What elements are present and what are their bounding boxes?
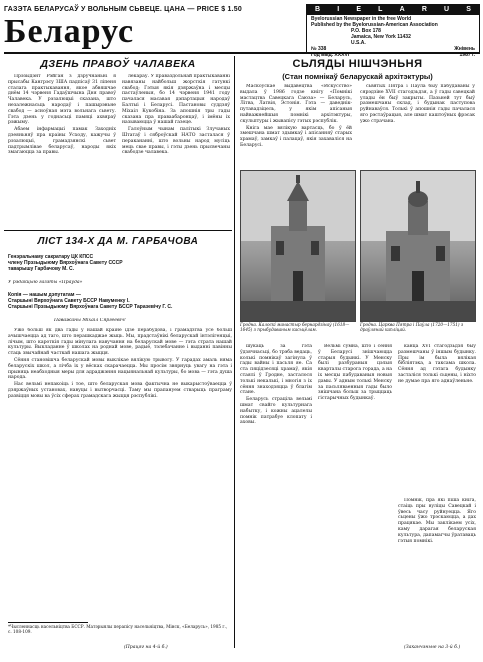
article3-column-3 [240,344,312,640]
copy-line: Старшыні Прэзыдыюму Вярхоўнага Савету БССР Таразевічу Г. С. [8,304,173,311]
masthead-tagline: ГАЗЭТА БЕЛАРУСАЎ У ВОЛЬНЫМ СЬВЕЦЕ. ЦАНА — PRICE $ 1.50 [4,6,242,13]
article1-column-2 [122,74,230,224]
issue-number: № 338 [311,46,327,52]
column-divider [234,56,235,648]
church-photo-1 [240,170,356,322]
paragraph: Ужо больш як два гады ў нашай краіне ідзе перабудова, і грамадзтва ўсё больш ачышчаецца ад таго, што перашкаджае жыць. Мы, прадстаўнікі беларускай інтэлігенцыі, лічым, што кароткія гады мінулага навучання на беларускай мове — гэта страта нашай культуры. Выкладанне ў школах на роднай мове, радыё, тэлебачанне і выданні павінны стаць звычайнай часткай нашага жыцця. [8,328,232,357]
copy-line: Копія — нашым дэпутатам — [8,292,81,298]
masthead-title: Беларус [4,13,135,50]
article1-headline: ДЗЕНЬ ПРАВОЎ ЧАЛАВЕКА [40,58,196,70]
addressee-line: таварышу Гарбачову М. С. [8,266,75,273]
footnote: *Чысленнасць насельніцтва БССР. Матэрыялы перапісу насельніцтва, Мінск, «Беларусь», 1985 г., с. 108-109. [8,624,228,635]
paragraph: Сёння становішча беларускай мовы выклікае вялікую трывогу. У гарадах амаль няма беларускіх школ, а лічба іх у вёсках скарачаецца. Мы просім звярнуць увагу на гэта і прыняць неабходныя меры для адраджэння нацыянальнай культуры, бо мова — гэта душа народа. [8,357,232,381]
desc-line-2: Published by the Byelorussian-American Association [311,22,438,28]
article3-column-4 [318,344,392,640]
letter-body [8,328,232,618]
publication-year-label: Год выд. XXXVI [311,52,350,58]
copy-line: Старшыні Вярхоўнага Савету БССР Навуменку І. [8,298,130,305]
article2-headline: ЛІСТ 134-Х ДА М. ГАРБАЧОВА [37,236,199,247]
letter-addressee [8,254,232,276]
article1-column-1 [8,74,116,224]
latin-letter: A [399,6,405,13]
paragraph: сьвятых Пятра і Паўла быў пабудаваны ў сярэдзіне ХVІІ стагодзьдзя, а ў гады савецкай улады ён быў закрыты. Пазьней тут быў размешчаны склад, і будынак паступова руйнаваўся. Толькі ў апошнія гады пачалася яго рэстаўрацыя, але шмат каштоўных фрэсак ужо страчана. [360,84,475,124]
church-illustration [241,171,355,321]
photo-caption-1: Гродна. Калоскі манастыр бернардзінаў (1618—1645) з прыбудаваным касьцёлам. [240,322,350,333]
country-line: U.S.A. [351,40,366,46]
article2-continued: (Працяг на 4-й б.) [124,645,168,650]
publisher-info [307,15,479,59]
paragraph: лекараў. У праваздольнай практыкаванні навязаны найбольш жорсткія гатункі свабод; Гэтыя якія дзяржаўна і месцы пастаўленыя, бо 14 чэрвеня 1941 году пачалася масавая дэпартацыя народаў Балтыі і Беларусі. Пастановы суддзяў Міхаіл Кукобіна. За апошнія тры гады сказана пра праваабаронцаў, і імёны іх называюцца ў нашай газеце. [122,74,230,126]
latin-letter: E [356,6,361,13]
latin-letter: I [337,6,340,13]
paragraph: Прэзыдэнт Рэйган з дзручнаньні я прысабы Кангрэсу ЗША падпісаў 31 ліпеня сталага практыкавання, якое абвяшчае днём 14 чэрвеня Гадаўшчына Дня правоў Чалавека. У рэзалюцыі сказана, што незалежнасьць народаў і пашырэньне свабод — асноўная мэта вольнага сьвету. Гэта дзень у годнасьці памяці ахвяраў рэжыму. [8,74,116,126]
photo-caption-2: Гродна. Царква Пятра і Паўла (1720—1751) з драўлянай капліцай. [360,322,464,333]
masthead-info-box [306,4,480,58]
po-box: P.O. Box 178 [351,28,381,34]
footnote-rule [8,622,88,623]
paragraph: Помнік, пра які піша кніга, стаіць пры вуліцы Савецкай і ўвесь часу руйнуецца. Яго сьцены ўжо трэскаюцца, а дах працякае. Мы заклікаем усіх, каму дарагая беларуская культура, дапамагчы ўратаваць гэтыя помнікі. [398,498,476,544]
article3-headline: СЬЛЯДЫ НІШЧЭНЬНЯ [292,58,423,70]
copy-label: У рэдакцыю газэты «Праўда» [8,280,83,285]
paragraph: шукаць за гэта ўдзячнасьці, бо трэба ведаць, колькі помнікаў загінула ў гады вайны і пасьля яе. Са ста пяцідзесяці храмаў, якія стаялі ў Гродне, засталося толькі некалькі, і многія з іх сёння знаходзяцца ў благім стане. [240,344,312,396]
article3-continued: (Заканчэньне на 3-й б.) [404,645,461,650]
issue-year: 1987 г. [459,52,475,58]
article3-subheadline: (Стан помнікаў беларускай архітэктуры) [282,72,433,81]
paragraph: Кніга мае вялікую вартасць, бо ў ёй змешчана шмат здымкаў і апісанняў старых храмаў, замкаў і палацаў, якія захаваліся на Беларусі. [240,125,352,148]
paragraph: Галоўным чынам палітыкі Злучаных Штатаў і сяброўскай НАТО засталася ў перакананні, што вольны народ мусіць мець свае правы, і гэты дзень прысвечаны свабодзе чалавека. [122,127,230,156]
paragraph: Вельмі сумна, што і сёння ў Беларусі знішчаюцца старыя будынкі. У Менску былі разбураныя цэлыя кварталы старога горада, а на іх месцы пабудаваныя новыя дамы. У адным толькі Менску за пасьляваенныя гады было знішчана больш за трыццаць гістарычных будынкаў. [318,344,392,402]
paragraph: Беларусь страціла вельмі шмат свайго культурнага набытку, і кожны ацалелы помнік патрабуе клопату і аховы. [240,397,312,426]
paragraph: канца ХVІ стагодзьдзя быў размешчаны ў іншым будынку. Пры ім была вялікая бібліятэка, а таксама школа. Сёння ад гэтага будынку засталіся толькі сьцены, і ніхто не думае пра яго аднаўленьне. [398,344,476,384]
addressee-line: члену Прэзыдыюму Вярхоўнага Савету СССР [8,260,123,267]
latin-letter: B [315,6,321,13]
article3-column-5 [398,344,476,494]
paragraph: Нас вельмі непакоіць і тое, што беларуская мова фактычна не выкарыстоўваецца ў дзяржаўных установах, навуцы і вытворчасці. Таму мы прапануем стварыць праграму развіцця мовы ва ўсіх сферах грамадскага жыцця рэспублікі. [8,382,232,399]
paragraph: Маскоўскае выдавецтва «Искусство» выдала ў 1986 годзе кнігу «Помнікі мастацтва Савецкага Саюза» — Беларусь, Літва, Латвія, Эстонія. Гэта — даведнік-путавадзіцель, у якім апісаныя найважнейшыя помнікі архітэктуры, скульптуры і жывапісу гэтых рэспублік. [240,84,352,124]
letter-greeting: Паважаны Міхаіл Сяргеевіч! [54,318,126,323]
latin-letter: L [378,6,383,13]
article3-column-6 [398,498,476,638]
addressee-line: Генэральнаму сакратару ЦК КПСС [8,254,94,260]
section-rule [4,230,232,231]
church-photo-2 [360,170,476,322]
issue-month: Жнівень [454,46,475,52]
masthead [4,4,479,58]
latin-title-letters [307,5,479,15]
latin-letter: U [444,6,450,13]
city-line: Jamaica, New York 11432 [351,34,411,40]
newspaper-page [4,4,479,654]
latin-letter: R [421,6,427,13]
latin-letter: S [466,6,471,13]
desc-line-1: Byelorussian Newspaper in the free World [311,16,412,22]
article3-column-2 [360,84,475,166]
copy-recipients [8,292,232,314]
paragraph: Абаем інфармацыі памак Заходніх дзеяньняў пра краіны Усходу, кажучы ў рэзалюцыі, грамадзянскі сьвет падтрымлівае беларусаў, народы якіх змагаюцца за правы. [8,127,116,156]
article3-column-1 [240,84,352,166]
church-illustration [361,171,475,321]
